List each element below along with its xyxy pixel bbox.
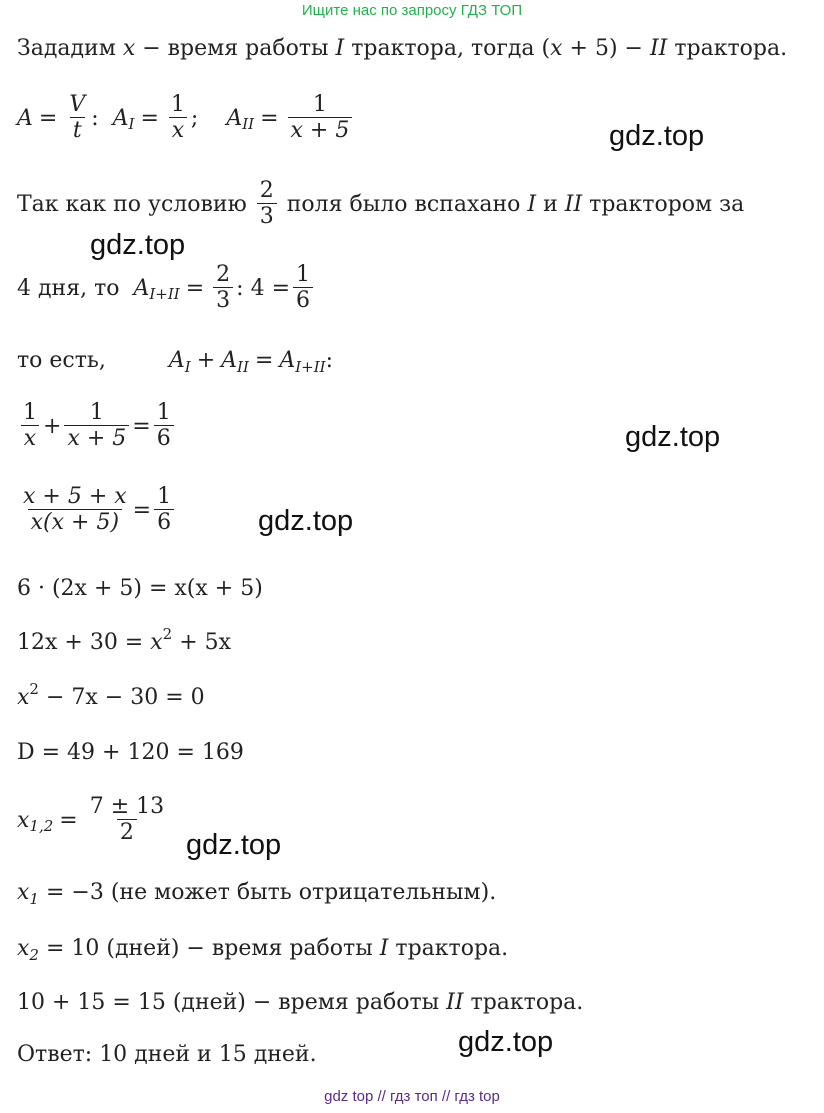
- second-tractor-line: 10 + 15 = 15 (дней) − время работы II трактора.: [17, 990, 584, 1015]
- root-2-line: x 2 = 10 (дней) − время работы I трактора.: [17, 936, 509, 964]
- fraction: $\frac{1}{x + 5}$: [64, 400, 129, 453]
- fraction: $\frac{2}{3}$: [213, 262, 233, 315]
- watermark: gdz.top: [186, 829, 282, 861]
- work-formula-line: A = $\frac{V}{t}$ : A I = $\frac{1}{x}$ ; A II = $\frac{1}{x + 5}$: [17, 92, 355, 145]
- equation-line-1: $\frac{1}{x}$ + $\frac{1}{x + 5}$ = $\frac{1}{6}$: [17, 400, 177, 453]
- fraction: $\frac{7 \pm 13}{2}$: [89, 794, 165, 846]
- watermark: gdz.top: [90, 229, 186, 261]
- answer-line: Ответ: 10 дней и 15 дней.: [17, 1042, 317, 1067]
- equation-line-3: 6 · (2x + 5) = x(x + 5): [17, 576, 263, 601]
- watermark: gdz.top: [609, 120, 705, 152]
- fraction: $\frac{1}{6}$: [293, 262, 313, 315]
- roots-formula-line: x 1,2 = $\frac{7 \pm 13}{2}$: [17, 794, 170, 847]
- fraction: $\frac{1}{6}$: [154, 400, 174, 453]
- fraction: $\frac{x + 5 + x}{x(x + 5)}$: [23, 484, 127, 536]
- fraction: $\frac{2}{3}$: [257, 178, 277, 231]
- watermark: gdz.top: [458, 1026, 554, 1058]
- footer-links[interactable]: gdz top // гдз топ // гдз top: [324, 1088, 500, 1105]
- fraction: $\frac{1}{x + 5}$: [288, 92, 353, 145]
- fraction: $\frac{1}{x}$: [168, 92, 188, 145]
- fraction: $\frac{1}{x}$: [20, 400, 40, 453]
- solution-line-1: Зададим x − время работы I трактора, тогда ( x + 5) − II трактора.: [17, 36, 788, 61]
- equation-line-4: 12x + 30 = x 2 + 5x: [17, 624, 232, 655]
- condition-line: Так как по условию $\frac{2}{3}$ поля было вспахано I и II трактором за: [17, 178, 745, 230]
- root-1-line: x 1 = −3 (не может быть отрицательным).: [17, 880, 497, 908]
- equation-line-2: $\frac{x + 5 + x}{x(x + 5)}$ = $\frac{1}{6}$: [17, 484, 177, 537]
- discriminant-line: D = 49 + 120 = 169: [17, 740, 244, 765]
- watermark: gdz.top: [258, 505, 354, 537]
- search-banner[interactable]: Ищите нас по запросу ГДЗ ТОП: [301, 2, 523, 19]
- fraction: $\frac{1}{6}$: [154, 484, 174, 537]
- watermark: gdz.top: [625, 421, 721, 453]
- sum-line: то есть, A I + A II = A I+II :: [17, 348, 333, 376]
- quadratic-line: x 2 − 7x − 30 = 0: [17, 679, 205, 710]
- fraction: $\frac{V}{t}$: [69, 92, 86, 144]
- joint-work-line: 4 дня, то A I+II = $\frac{2}{3}$ : 4 = $\frac{1}{6}$: [17, 262, 316, 315]
